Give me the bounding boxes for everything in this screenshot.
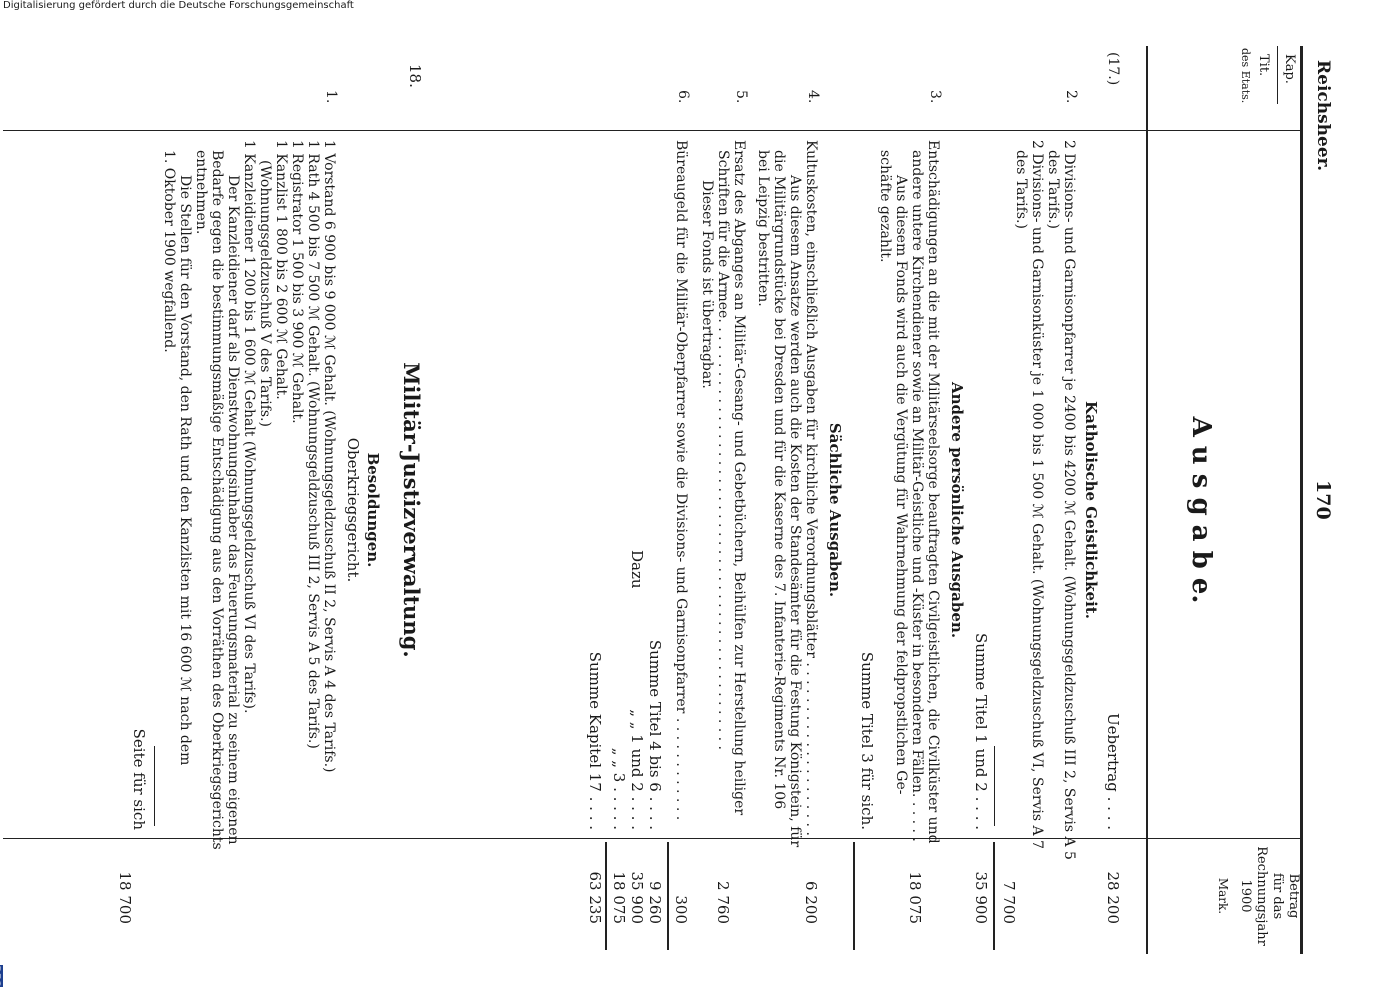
tit4-line1: Kultuskosten, einschließlich Ausgaben für kirchliche Verordnungsblätter . . . . . . . . . . . . . . . . . . . . — [803, 140, 819, 836]
ch18-tit1-line10: Die Stellen für den Vorstand, den Rath und den Kanzlisten mit 16 600 ℳ nach dem — [177, 175, 193, 766]
top-rule — [1300, 46, 1303, 954]
ch18-tit1-line9: entnehmen. — [193, 150, 209, 235]
tit6-line1: Büreaugeld für die Militär-Oberpfarrer sowie die Divisions- und Garnisonpfarrer . . . . . . . . . . . . — [673, 140, 689, 821]
dazu-label: Dazu — [628, 550, 646, 589]
kap-tit-divider — [1277, 46, 1278, 104]
amount-header-line3: Rechnungsjahr — [1254, 846, 1269, 946]
heading-catholic-clergy: Katholische Geistlichkeit. — [1082, 401, 1100, 619]
tit3-line1: Entschädigungen an die mit der Militärseelsorge beauftragten Civilgeistlichen, die Civilküster und — [925, 140, 941, 844]
tit3-line4: schäfte gezahlt. — [877, 150, 893, 263]
tit5-line2: Schriften für die Armee. . . . . . . . . . . . . . . . . . . . . . . . . . . . . . . . . . . . . . . . . . . . . . . . . — [715, 150, 731, 751]
ch18-tit1-line7: Der Kanzleidiener darf als Dienstwohnungsinhaber das Feuerungsmaterial zu seinem eigenen — [225, 175, 241, 845]
tit4-number: 4. — [805, 90, 821, 104]
tit6-amount: 300 — [672, 895, 690, 924]
kap-header: Kap. — [1282, 54, 1297, 84]
amount-header-line2: für das — [1270, 872, 1285, 920]
amount-header-line4: 1900 — [1238, 879, 1253, 913]
page-number: 170 — [1312, 480, 1334, 520]
summe-4-6-amount: 9 260 — [646, 881, 664, 924]
chapter-18-title: Militär-Justizverwaltung. — [399, 362, 424, 658]
header-rule — [1146, 46, 1148, 954]
tit4-amount: 6 200 — [802, 881, 820, 924]
tit4-line2: Aus diesem Ansatze werden auch die Kosten der Standesämter für die Festung Königstein, für — [787, 175, 803, 848]
tit2-line2: des Tarifs.) — [1045, 150, 1061, 229]
tit2-amount: 7 700 — [1000, 881, 1018, 924]
tit2-line3: 2 Divisions- und Garnisonküster je 1 000 bis 1 500 ℳ Gehalt. (Wohnungsgeldzuschuß VI, Servis A 7 — [1029, 140, 1045, 849]
tit5-amount: 2 760 — [714, 881, 732, 924]
ch18-tit1-line4: 1 Kanzlist 1 800 bis 2 600 ℳ Gehalt. — [273, 140, 289, 400]
seite-rule — [154, 746, 155, 826]
ch18-tit1-line6: 1 Kanzleidiener 1 200 bis 1 600 ℳ Gehalt (Wohnungsgeldzuschuß VI des Tarifs). — [241, 140, 257, 714]
dazu-3-amount: 18 075 — [610, 871, 628, 924]
summe-4-6-label: Summe Titel 4 bis 6 . . . . — [646, 639, 664, 830]
ch18-tit1-line1: 1 Vorstand 6 900 bis 9 000 ℳ Gehalt. (Wohnungsgeldzuschuß II 2, Servis A 4 des Tarifs.) — [321, 140, 337, 773]
summe-3-label: Summe Titel 3 für sich. — [858, 651, 876, 830]
tit6-number: 6. — [675, 90, 691, 104]
tit3-number: 3. — [927, 90, 943, 104]
heading-other-personal: Andere persönliche Ausgaben. — [948, 381, 966, 639]
dfg-logo — [0, 965, 3, 987]
heading-material-expenses: Sächliche Ausgaben. — [826, 422, 844, 598]
ch18-tit1-number: 1. — [323, 90, 339, 104]
dazu-1-2-label: „ „ 1 und 2 . . . . — [628, 709, 646, 830]
subtotal-rule-3 — [667, 842, 669, 950]
heading-salaries: Besoldungen. — [364, 452, 382, 568]
dazu-1-2-amount: 35 900 — [628, 871, 646, 924]
uebertrag-amount: 28 200 — [1104, 871, 1122, 924]
tit3-line2: andere untere Kirchendiener sowie an Militär-Geistliche und -Küster in besonderen Fällen. . . . . . — [909, 150, 925, 842]
summe-kapitel-17-amount: 63 235 — [586, 871, 604, 924]
amount-header-line1: Betrag — [1286, 873, 1301, 919]
tit4-line4: bei Leipzig bestritten. — [755, 150, 771, 307]
tit2-line4: des Tarifs.) — [1013, 150, 1029, 229]
summe-1-2-amount: 35 900 — [972, 871, 990, 924]
ch18-tit1-line8: Bedarfe gegen die bestimmungsmäßige Entschädigung aus den Vorräthen des Oberkriegsgerichts — [209, 150, 225, 850]
tit-header: Tit. — [1256, 54, 1271, 77]
ausgabe-title: A u s g a b e. — [1186, 416, 1216, 604]
ch18-tit1-line3: 1 Registrator 1 500 bis 3 900 ℳ Gehalt. — [289, 140, 305, 424]
subtotal-rule-1-amount — [993, 842, 995, 950]
currency-header: Mark. — [1216, 877, 1230, 915]
tit2-number: 2. — [1063, 90, 1079, 104]
uebertrag-label: Uebertrag . . . . — [1104, 712, 1122, 830]
chapter-17-number: (17.) — [1105, 52, 1121, 86]
des-etats-header: des Etats. — [1239, 48, 1252, 104]
summe-1-2-label: Summe Titel 1 und 2 . . . . — [972, 633, 990, 830]
ch18-tit1-amount: 18 700 — [116, 871, 134, 924]
tit5-line1: Ersatz des Abganges an Militär-Gesang- und Gebetbüchern, Beihülfen zur Herstellung heiliger — [731, 140, 747, 816]
dazu-3-label: „ „ 3 . . . . . — [610, 747, 628, 830]
running-title: Reichsheer. — [1313, 60, 1333, 171]
funding-note: Digitalisierung gefördert durch die Deutsche Forschungsgemeinschaft — [3, 0, 354, 11]
ch18-tit1-line11: 1. Oktober 1900 wegfallend. — [161, 150, 177, 353]
total-rule — [605, 842, 607, 950]
ch18-tit1-line5: (Wohnungsgeldzuschuß V des Tarifs.) — [257, 160, 273, 427]
tit3-amount: 18 075 — [906, 871, 924, 924]
tit5-line3: Dieser Fonds ist übertragbar. — [699, 180, 715, 389]
summe-kapitel-17-label: Summe Kapitel 17 . . . . — [586, 651, 604, 830]
amount-col-rule — [3, 838, 1303, 839]
ch18-tit1-line2: 1 Rath 4 500 bis 7 500 ℳ Gehalt. (Wohnungsgeldzuschuß III 2, Servis A 5 des Tarifs.) — [305, 140, 321, 749]
chapter-18-number: 18. — [406, 64, 424, 88]
heading-court: Oberkriegsgericht. — [344, 437, 362, 583]
tit4-line3: die Militärgrundstücke bei Dresden und für die Kaserne des 7. Infanterie-Regiments Nr. 106 — [771, 150, 787, 810]
kap-col-rule — [3, 130, 1303, 131]
subtotal-rule-2 — [853, 842, 855, 950]
seite-fuer-sich-label: Seite für sich — [130, 728, 148, 830]
tit5-number: 5. — [733, 90, 749, 104]
subtotal-rule-1 — [994, 746, 995, 826]
tit3-line3: Aus diesem Fonds wird auch die Vergütung für Wahrnehmung der feldpropstlichen Ge- — [893, 175, 909, 795]
tit2-line1: 2 Divisions- und Garnisonpfarrer je 2400 bis 4200 ℳ Gehalt. (Wohnungsgeldzuschuß III 2, Servis A 5 — [1061, 140, 1077, 860]
